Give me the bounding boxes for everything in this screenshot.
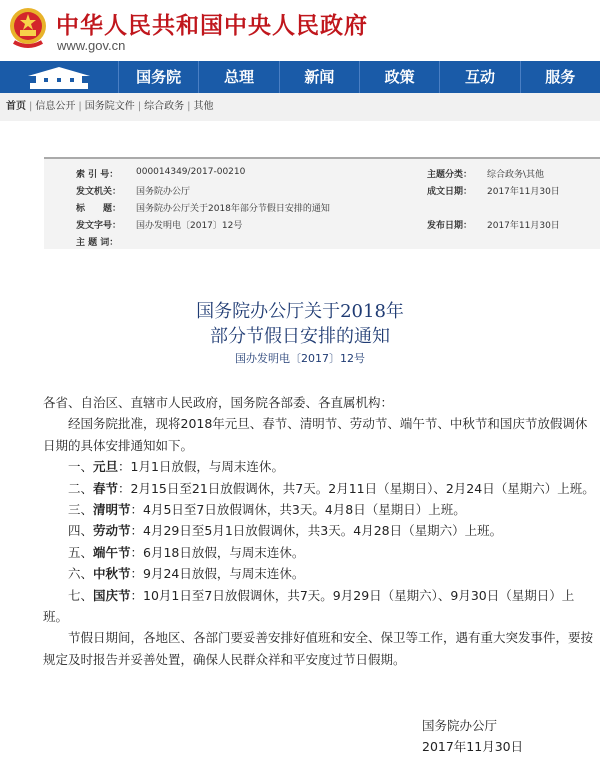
- meta-topic-label: 主题分类：: [427, 170, 473, 180]
- holiday-item: [43, 563, 595, 584]
- holiday-text: ：6月18日放假，与周末连休。: [130, 544, 305, 560]
- meta-doc-number-value: 国办发明电〔2017〕12号: [136, 221, 243, 231]
- meta-index-value: 000014349/2017-00210: [136, 167, 246, 177]
- meta-title-value: 国务院办公厅关于2018年部分节假日安排的通知: [136, 204, 330, 214]
- holiday-text: ：10月1日至7日放假调休，共7天。9月29日（星期六）、9月30日（星期日）上班。: [43, 587, 575, 625]
- nav-item-interaction[interactable]: 互动: [439, 61, 519, 93]
- document-title-line-2: 部分节假日安排的通知: [210, 326, 390, 347]
- intro-paragraph: 经国务院批准，现将2018年元旦、春节、清明节、劳动节、端午节、中秋节和国庆节放假调休日期的具体安排通知如下。: [43, 416, 588, 453]
- holiday-number: 六、: [68, 566, 94, 582]
- meta-published-date-value: 2017年11月30日: [487, 221, 560, 231]
- signing-date: 2017年11月30日: [422, 739, 524, 754]
- holiday-item: [43, 456, 595, 477]
- holiday-number: 五、: [68, 544, 94, 560]
- holiday-item: [43, 499, 595, 520]
- site-url[interactable]: www.gov.cn: [57, 38, 126, 53]
- breadcrumb-state-council-docs[interactable]: 国务院文件: [84, 101, 135, 112]
- breadcrumb-other[interactable]: 其他: [193, 101, 214, 112]
- holiday-number: 一、: [68, 459, 94, 475]
- holiday-name: 春节: [93, 480, 119, 496]
- holiday-name: 中秋节: [93, 566, 131, 582]
- holiday-item: [43, 542, 595, 563]
- nav-item-news[interactable]: 新闻: [279, 61, 359, 93]
- document-number: 国办发明电〔2017〕12号: [235, 352, 365, 365]
- document-metadata-table: [44, 157, 600, 249]
- breadcrumb-info-disclosure[interactable]: 信息公开: [35, 101, 76, 112]
- holiday-number: 四、: [68, 523, 94, 539]
- meta-index-label: 索 引 号：: [76, 170, 119, 180]
- holiday-name: 清明节: [93, 502, 131, 518]
- holiday-number: 二、: [68, 480, 94, 496]
- holiday-text: ：4月29日至5月1日放假调休，共3天。4月28日（星期六）上班。: [130, 523, 503, 539]
- site-title[interactable]: 中华人民共和国中央人民政府: [56, 12, 368, 39]
- breadcrumb-home[interactable]: 首页: [6, 101, 26, 112]
- meta-written-date-label: 成文日期：: [427, 187, 473, 197]
- nav-item-services[interactable]: 服务: [520, 61, 600, 93]
- site-header: [0, 0, 600, 60]
- main-nav: [0, 61, 600, 93]
- meta-topic-value: 综合政务\其他: [487, 170, 545, 180]
- nav-item-policy[interactable]: 政策: [359, 61, 439, 93]
- document-body: [43, 392, 595, 670]
- closing-paragraph: 节假日期间，各地区、各部门要妥善安排好值班和安全、保卫等工作，遇有重大突发事件，要按规定及时报告并妥善处置，确保人民群众祥和平安度过节日假期。: [43, 630, 594, 667]
- holiday-number: 三、: [68, 502, 94, 518]
- holiday-number: 七、: [68, 587, 94, 603]
- meta-keywords-label: 主 题 词：: [76, 238, 119, 248]
- nav-item-premier[interactable]: 总理: [198, 61, 278, 93]
- meta-published-date-label: 发布日期：: [427, 221, 473, 231]
- signer: 国务院办公厅: [422, 718, 498, 733]
- breadcrumb: 首页 | 信息公开 | 国务院文件 | 综合政务 | 其他: [0, 93, 600, 121]
- holiday-item: [43, 478, 595, 499]
- tiananmen-logo-icon[interactable]: [0, 61, 118, 93]
- meta-written-date-value: 2017年11月30日: [487, 187, 560, 197]
- nav-item-state-council[interactable]: 国务院: [118, 61, 198, 93]
- holiday-name: 国庆节: [93, 587, 131, 603]
- holiday-name: 劳动节: [93, 523, 131, 539]
- meta-doc-number-label: 发文字号：: [76, 221, 122, 231]
- meta-title-label: 标 题：: [76, 204, 122, 214]
- meta-issuer-value: 国务院办公厅: [136, 187, 191, 197]
- addressee: 各省、自治区、直辖市人民政府，国务院各部委、各直属机构：: [43, 395, 394, 410]
- holiday-text: ：2月15日至21日放假调休，共7天。2月11日（星期日）、2月24日（星期六）上班。: [118, 480, 595, 496]
- holiday-text: ：4月5日至7日放假调休，共3天。4月8日（星期日）上班。: [130, 502, 466, 518]
- holiday-item: [43, 520, 595, 541]
- holiday-name: 端午节: [93, 544, 131, 560]
- meta-issuer-label: 发文机关：: [76, 187, 122, 197]
- document-title-line-1: 国务院办公厅关于2018年: [196, 301, 404, 322]
- holiday-text: ：9月24日放假，与周末连休。: [130, 566, 305, 582]
- holiday-name: 元旦: [93, 459, 119, 475]
- holiday-item: [43, 585, 595, 628]
- national-emblem-icon[interactable]: [8, 6, 48, 52]
- holiday-text: ：1月1日放假，与周末连休。: [118, 459, 284, 475]
- breadcrumb-general-affairs[interactable]: 综合政务: [144, 101, 185, 112]
